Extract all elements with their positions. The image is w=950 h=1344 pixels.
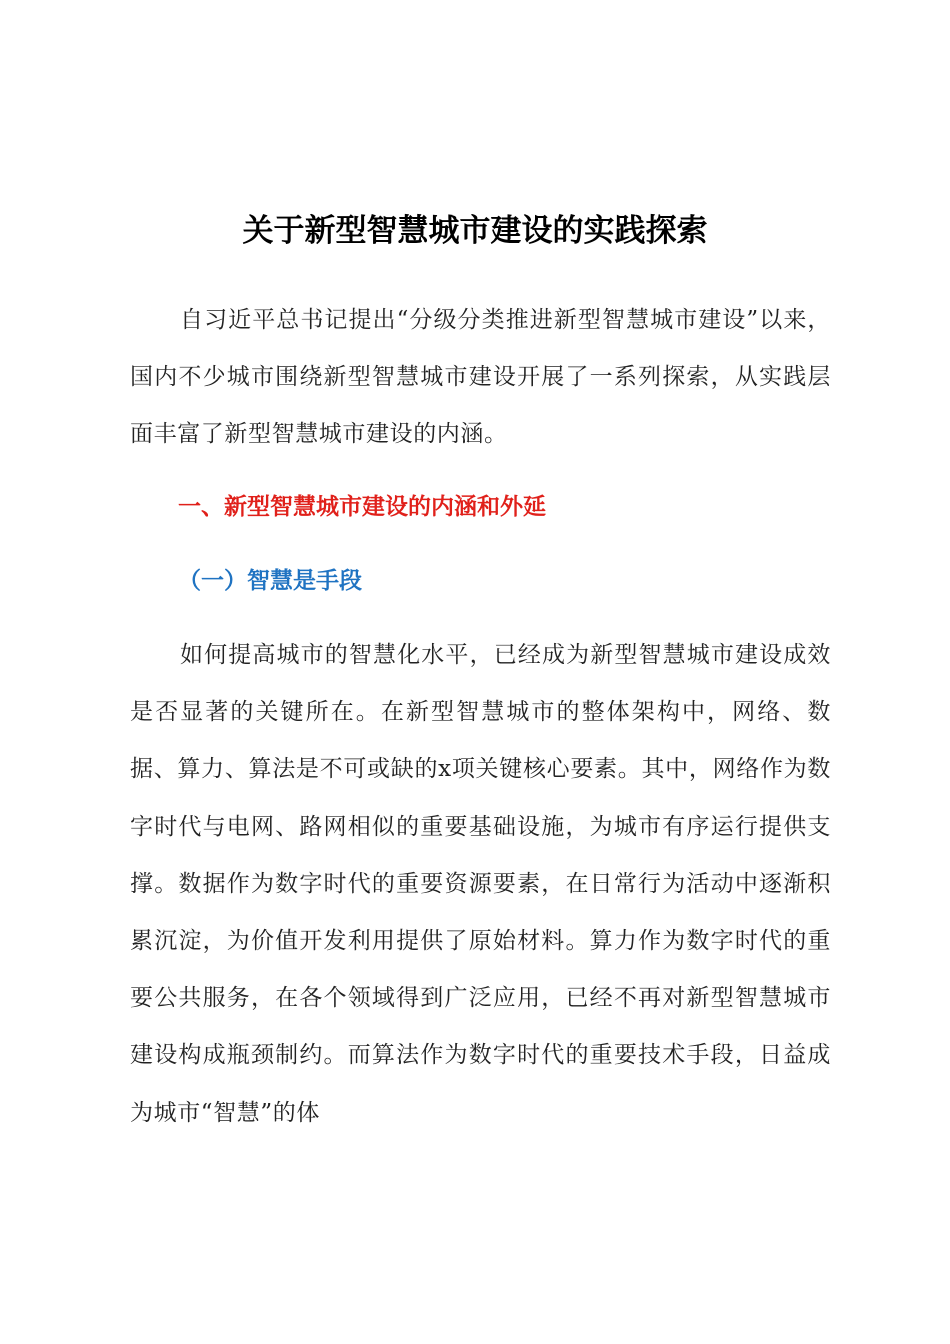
subsection-heading: （一）智慧是手段 xyxy=(178,567,362,594)
section-heading: 一、新型智慧城市建设的内涵和外延 xyxy=(178,494,546,520)
body-paragraph: 如何提高城市的智慧化水平，已经成为新型智慧城市建设成效是否显著的关键所在。在新型智慧城市的整体架构中，网络、数据、算力、算法是不可或缺的x项关键核心要素。其中，网络作为数字时代与电网、路网相似的重要基础设施，为城市有序运行提供支撑。数据作为数字时代的重要资源要素，在日常行为活动中逐渐积累沉淀，为价值开发利用提供了原始材料。算力作为数字时代的重要公共服务，在各个领域得到广泛应用，已经不再对新型智慧城市建设构成瓶颈制约。而算法作为数字时代的重要技术手段，日益成为城市“智慧”的体 xyxy=(130,642,831,1126)
document-title: 关于新型智慧城市建设的实践探索 xyxy=(242,213,708,249)
intro-paragraph: 自习近平总书记提出“分级分类推进新型智慧城市建设”以来，国内不少城市围绕新型智慧城市建设开展了一系列探索，从实践层面丰富了新型智慧城市建设的内涵。 xyxy=(130,307,831,448)
